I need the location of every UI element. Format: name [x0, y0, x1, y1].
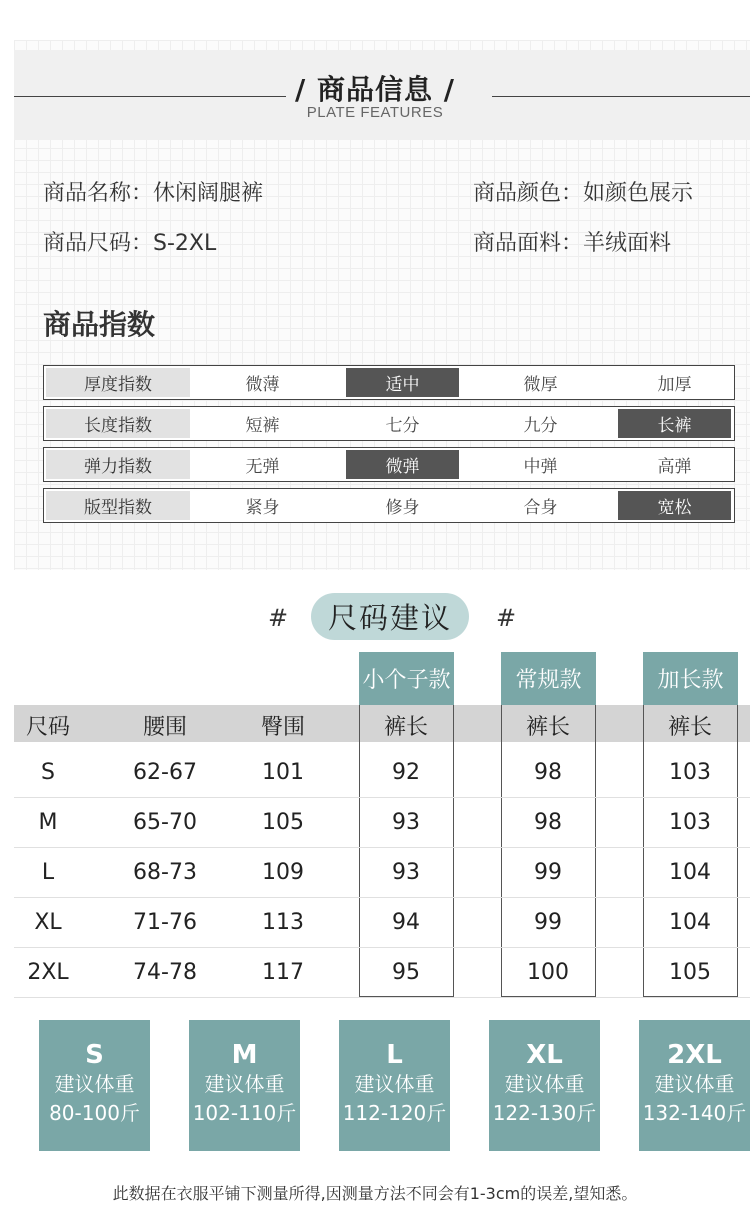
length-group-header: 小个子款 [359, 652, 454, 705]
size-table-cell: 74-78 [133, 960, 197, 985]
size-table-row-divider [14, 797, 750, 798]
index-option: 加厚 [657, 375, 692, 395]
index-option-selected: 微弹 [346, 450, 459, 479]
index-option: 合身 [523, 498, 558, 518]
size-table-row-divider [14, 997, 750, 998]
weight-card-size: M [231, 1040, 258, 1070]
index-option: 微厚 [523, 375, 558, 395]
measurement-note: 此数据在衣服平铺下测量所得,因测量方法不同会有1-3cm的误差,望知悉。 [112, 1184, 638, 1203]
weight-card-label: 建议体重 [654, 1072, 735, 1096]
index-option: 七分 [385, 416, 420, 436]
size-table-cell: S [41, 760, 55, 785]
index-option: 中弹 [523, 457, 558, 477]
size-table-cell: 113 [262, 910, 304, 935]
index-option: 修身 [385, 498, 420, 518]
weight-card-size: S [85, 1040, 104, 1070]
weight-card-label: 建议体重 [504, 1072, 585, 1096]
weight-card-range: 132-140斤 [642, 1101, 747, 1125]
weight-card-label: 建议体重 [354, 1072, 435, 1096]
index-row-label: 长度指数 [46, 409, 190, 438]
size-table-header: 臀围 [260, 715, 305, 740]
index-option: 微薄 [245, 375, 280, 395]
weight-card-range: 112-120斤 [342, 1101, 447, 1125]
size-table-row-divider [14, 847, 750, 848]
product-info-subtitle: PLATE FEATURES [306, 104, 444, 121]
size-suggestion-title: 尺码建议 [311, 593, 469, 640]
size-table-cell: 103 [669, 760, 711, 785]
length-group-header: 常规款 [501, 652, 596, 705]
size-table-cell: 99 [534, 910, 562, 935]
index-row [43, 447, 735, 482]
size-table-cell: 109 [262, 860, 304, 885]
index-option: 九分 [523, 416, 558, 436]
size-table-cell: 2XL [27, 960, 69, 985]
info-name: 商品名称：休闲阔腿裤 [43, 181, 264, 206]
size-table-header: 裤长 [525, 715, 570, 740]
size-table-cell: 93 [392, 860, 420, 885]
index-option: 紧身 [245, 498, 280, 518]
info-size: 商品尺码：S-2XL [43, 231, 217, 256]
size-table-header: 尺码 [25, 715, 70, 740]
size-table-cell: 94 [392, 910, 420, 935]
weight-card-label: 建议体重 [54, 1072, 135, 1096]
hash-right: # [496, 604, 517, 632]
size-table-header: 腰围 [142, 715, 187, 740]
weight-card-size: 2XL [667, 1040, 722, 1070]
index-row-label: 版型指数 [46, 491, 190, 520]
index-row [43, 406, 735, 441]
weight-card [639, 1020, 750, 1151]
size-table-cell: XL [34, 910, 62, 935]
size-table-header: 裤长 [667, 715, 712, 740]
index-option-selected: 长裤 [618, 409, 731, 438]
size-table-cell: 104 [669, 860, 711, 885]
size-table-cell: 98 [534, 810, 562, 835]
size-table-cell: 68-73 [133, 860, 197, 885]
size-table-cell: 103 [669, 810, 711, 835]
section-title-product-info [0, 68, 750, 108]
size-table-cell: 65-70 [133, 810, 197, 835]
weight-card [489, 1020, 600, 1151]
index-option: 无弹 [245, 457, 280, 477]
weight-card-size: L [386, 1040, 403, 1070]
size-table-cell: 101 [262, 760, 304, 785]
size-table-cell: 105 [669, 960, 711, 985]
size-table-cell: 100 [527, 960, 569, 985]
weight-card [39, 1020, 150, 1151]
weight-card [339, 1020, 450, 1151]
weight-card-size: XL [526, 1040, 563, 1070]
index-section-title: 商品指数 [43, 308, 156, 341]
weight-card-label: 建议体重 [204, 1072, 285, 1096]
index-row-label: 弹力指数 [46, 450, 190, 479]
index-row-label: 厚度指数 [46, 368, 190, 397]
info-color: 商品颜色：如颜色展示 [473, 181, 694, 206]
index-row [43, 365, 735, 400]
size-table-cell: 92 [392, 760, 420, 785]
product-info-title: 商品信息 [316, 73, 433, 106]
index-option-selected: 宽松 [618, 491, 731, 520]
size-table-cell: 117 [262, 960, 304, 985]
size-table-row-divider [14, 897, 750, 898]
weight-card-range: 102-110斤 [192, 1101, 297, 1125]
size-table-cell: 71-76 [133, 910, 197, 935]
size-table-cell: L [41, 860, 55, 885]
size-table-cell: 104 [669, 910, 711, 935]
size-table-cell: 95 [392, 960, 420, 985]
info-fabric: 商品面料：羊绒面料 [473, 231, 672, 256]
size-table-cell: M [38, 810, 58, 835]
index-option: 高弹 [657, 457, 692, 477]
index-option: 短裤 [245, 416, 280, 436]
index-option-selected: 适中 [346, 368, 459, 397]
size-table-cell: 99 [534, 860, 562, 885]
weight-card-range: 122-130斤 [492, 1101, 597, 1125]
size-table-cell: 62-67 [133, 760, 197, 785]
slash-left: / [295, 73, 307, 106]
size-table-cell: 93 [392, 810, 420, 835]
slash-right: / [443, 73, 455, 106]
weight-card-range: 80-100斤 [49, 1101, 140, 1125]
size-table-row-divider [14, 947, 750, 948]
size-table-header: 裤长 [383, 715, 428, 740]
index-row [43, 488, 735, 523]
size-table-cell: 98 [534, 760, 562, 785]
weight-card [189, 1020, 300, 1151]
hash-left: # [268, 604, 289, 632]
length-group-header: 加长款 [643, 652, 738, 705]
size-table-cell: 105 [262, 810, 304, 835]
